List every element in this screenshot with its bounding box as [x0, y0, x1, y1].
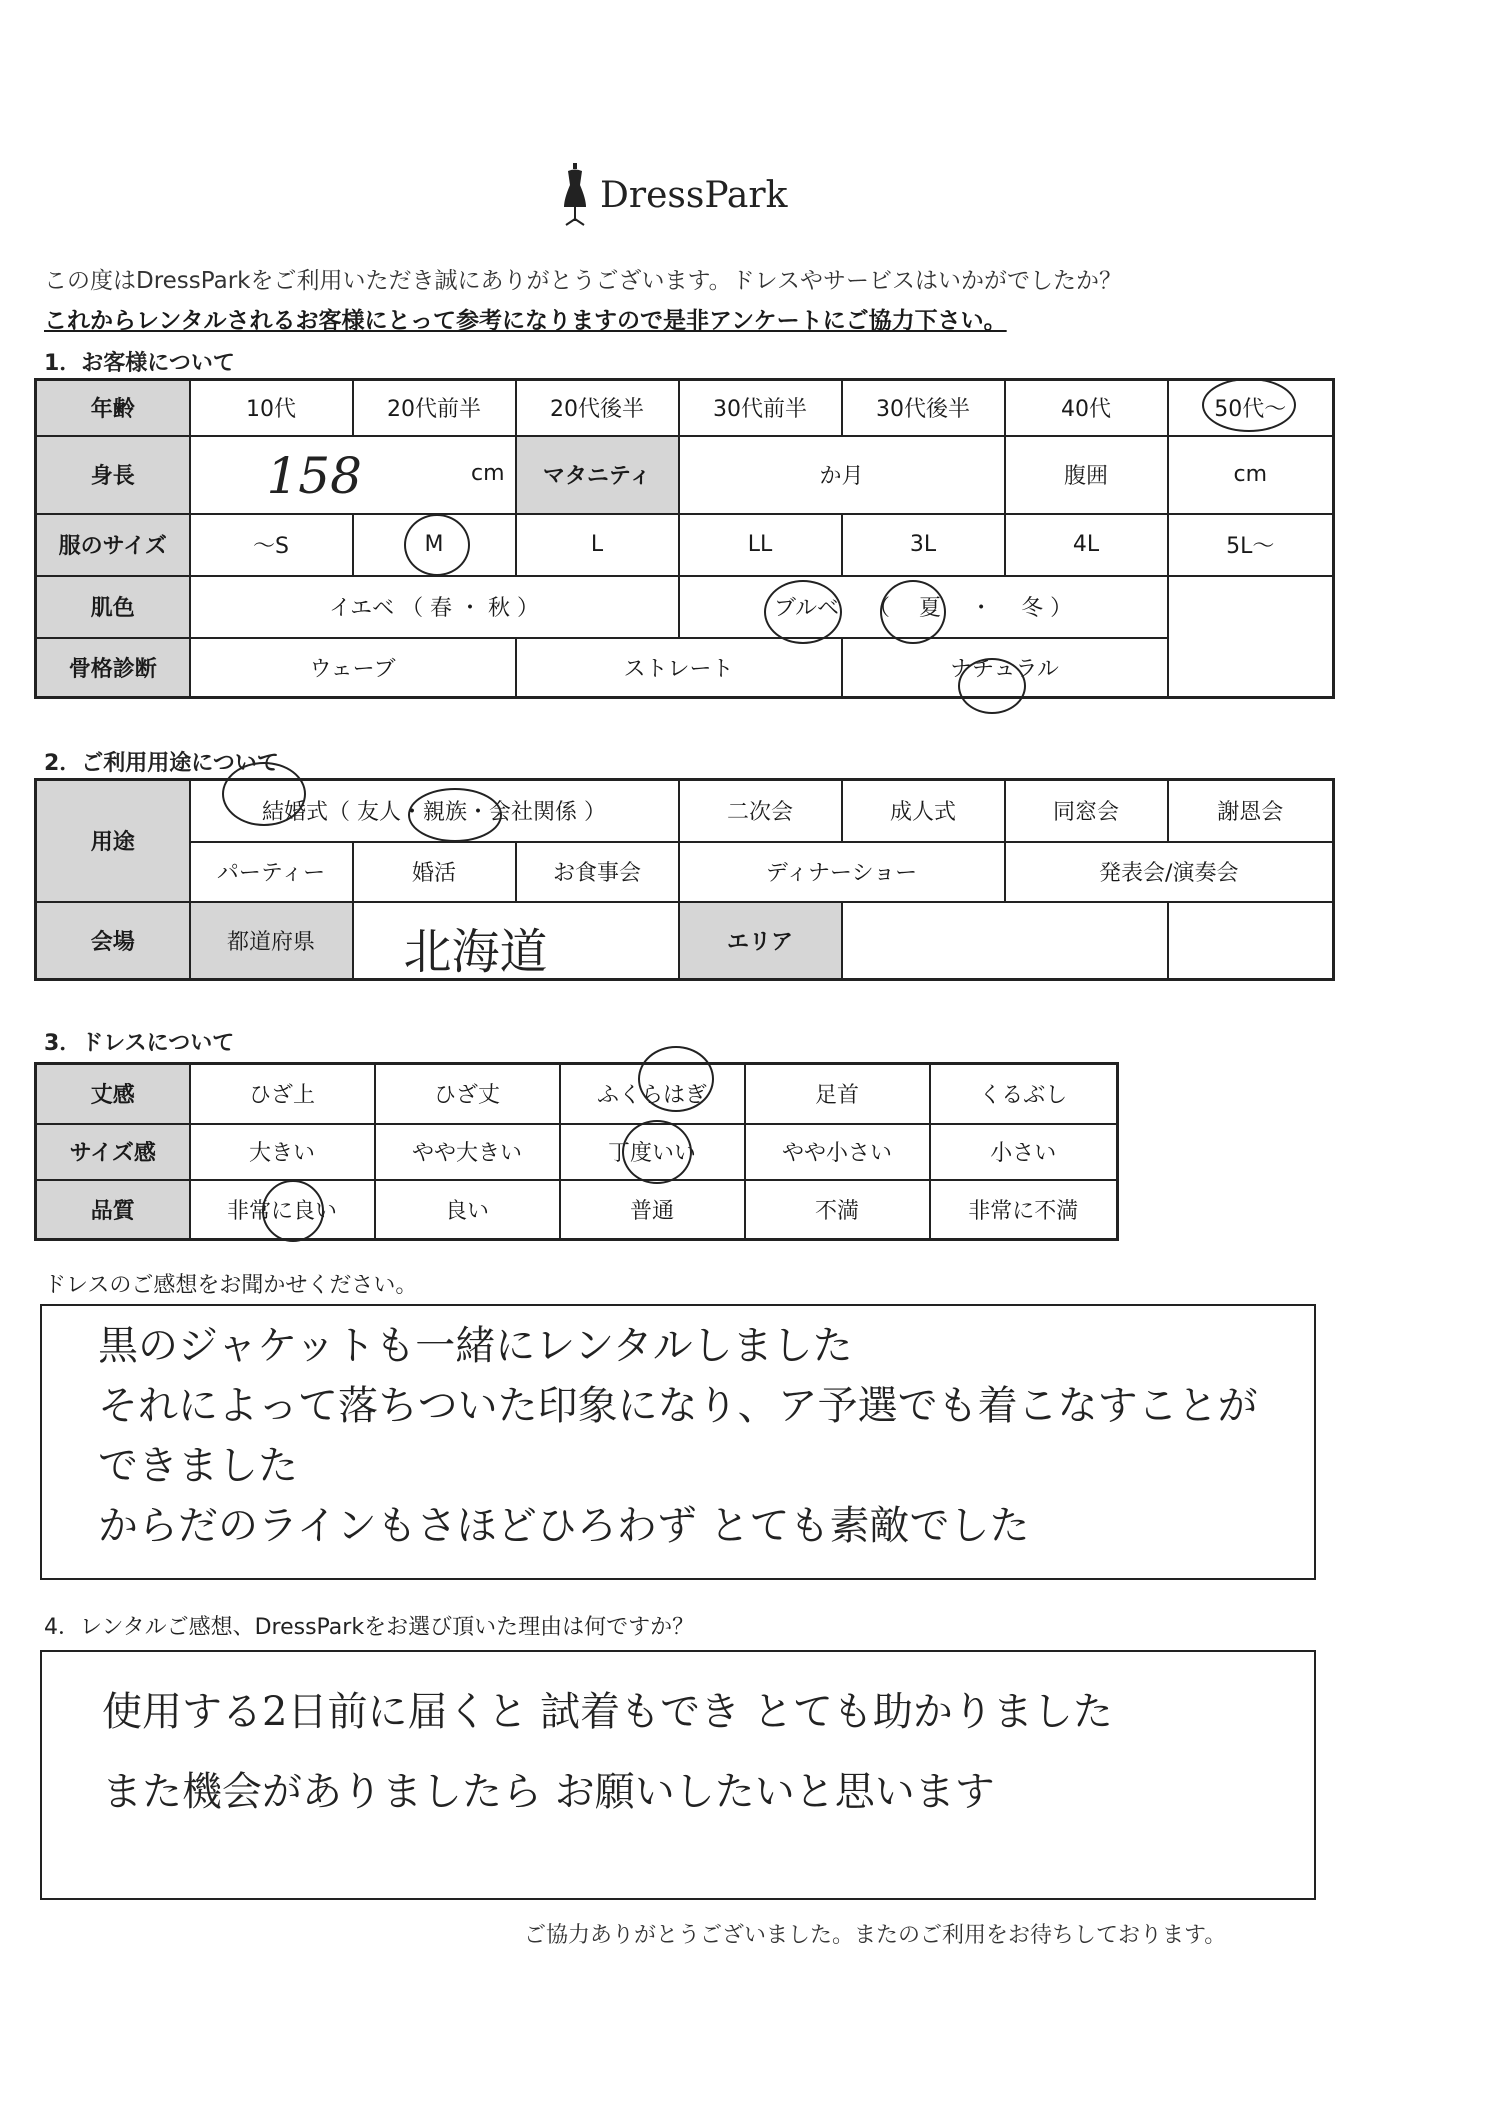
size-option[interactable]: 4L — [1005, 514, 1168, 576]
venue-label: 会場 — [36, 902, 190, 980]
age-option[interactable]: 30代後半 — [842, 380, 1005, 436]
maternity-label: マタニティ — [516, 436, 679, 514]
purpose-option[interactable]: ディナーショー — [679, 842, 1005, 902]
size-option[interactable]: L — [516, 514, 679, 576]
length-option[interactable]: ひざ丈 — [375, 1064, 560, 1124]
length-option[interactable]: ひざ上 — [190, 1064, 375, 1124]
purpose-option[interactable]: 二次会 — [679, 780, 842, 842]
frame-option-selected[interactable]: ナチュラル — [842, 638, 1168, 698]
height-field[interactable] — [190, 436, 516, 514]
purpose-wedding-label: 結婚式 — [261, 800, 328, 826]
brand-name: DressPark — [600, 174, 788, 216]
skin-summer: 夏 — [919, 596, 942, 621]
prefecture-label: 都道府県 — [190, 902, 353, 980]
age-row — [36, 380, 1334, 436]
purpose-option[interactable]: 成人式 — [842, 780, 1005, 842]
quality-option[interactable]: 普通 — [560, 1180, 745, 1240]
size-label: 服のサイズ — [36, 514, 190, 576]
size-row — [36, 514, 1334, 576]
area-label: エリア — [679, 902, 842, 980]
size-option[interactable]: LL — [679, 514, 842, 576]
age-option[interactable]: 20代後半 — [516, 380, 679, 436]
purpose-row-2 — [36, 842, 1334, 902]
skin-open-paren: （ — [868, 596, 891, 621]
selection-circle — [958, 658, 1026, 714]
intro-line-1: この度はDressParkをご利用いただき誠にありがとうございます。ドレスやサービスはいかがでしたか？ — [44, 268, 1122, 294]
length-option[interactable]: くるぶし — [930, 1064, 1118, 1124]
frame-label: 骨格診断 — [36, 638, 190, 698]
size-option[interactable]: ～S — [190, 514, 353, 576]
purpose-option[interactable]: 同窓会 — [1005, 780, 1168, 842]
purpose-option[interactable]: 謝恩会 — [1168, 780, 1334, 842]
selection-circle — [222, 762, 306, 826]
fit-option[interactable]: やや大きい — [375, 1124, 560, 1180]
fit-option[interactable]: 小さい — [930, 1124, 1118, 1180]
waist-unit: cm — [1168, 436, 1334, 514]
impressions-title: ドレスのご感想をお聞かせください。 — [44, 1273, 418, 1298]
size-option[interactable]: 5L～ — [1168, 514, 1334, 576]
impression-line: からだのラインもさほどひろわず とても素敵でした — [98, 1503, 1030, 1549]
section-4-title: 4．レンタルご感想、DressParkをお選び頂いた理由は何ですか？ — [44, 1615, 695, 1640]
prefecture-value: 北海道 — [403, 923, 548, 980]
selection-circle — [404, 514, 470, 576]
size-option-selected[interactable]: M — [353, 514, 516, 576]
customer-table — [34, 378, 1335, 699]
selection-circle — [880, 580, 946, 644]
quality-option[interactable]: 非常に不満 — [930, 1180, 1118, 1240]
skin-dot: ・ — [970, 596, 993, 621]
age-label: 年齢 — [36, 380, 190, 436]
footer-thanks: ご協力ありがとうございました。またのご利用をお待ちしております。 — [524, 1923, 1227, 1948]
purpose-wedding-relatives: 親族 — [423, 800, 468, 826]
purpose-option[interactable]: 婚活 — [353, 842, 516, 902]
reason-line: 使用する2日前に届くと 試着もでき とても助かりました — [102, 1689, 1113, 1735]
frame-row — [36, 638, 1334, 698]
purpose-option[interactable]: お食事会 — [516, 842, 679, 902]
venue-row — [36, 902, 1334, 980]
length-option[interactable]: 足首 — [745, 1064, 930, 1124]
fit-label: サイズ感 — [36, 1124, 190, 1180]
skin-empty — [1168, 576, 1334, 638]
frame-option[interactable]: ストレート — [516, 638, 842, 698]
height-row — [36, 436, 1334, 514]
purpose-wedding-detail-1: （ 友人・ — [328, 800, 423, 826]
area-field[interactable] — [842, 902, 1168, 980]
selection-circle — [622, 1120, 692, 1184]
section-3-title: 3．ドレスについて — [44, 1031, 235, 1056]
maternity-months-field[interactable]: か月 — [679, 436, 1005, 514]
quality-label: 品質 — [36, 1180, 190, 1240]
size-option[interactable]: 3L — [842, 514, 1005, 576]
selection-circle — [408, 788, 502, 842]
purpose-option[interactable]: パーティー — [190, 842, 353, 902]
skin-blue-label: ブルベ — [773, 596, 840, 621]
skin-label: 肌色 — [36, 576, 190, 638]
skin-winter: 冬 ） — [1021, 596, 1073, 621]
dress-form-icon — [560, 163, 590, 227]
fit-option[interactable]: 大きい — [190, 1124, 375, 1180]
venue-empty — [1168, 902, 1334, 980]
prefecture-field[interactable] — [353, 902, 679, 980]
dress-row-fit — [36, 1124, 1118, 1180]
purpose-option[interactable]: 発表会/演奏会 — [1005, 842, 1334, 902]
height-label: 身長 — [36, 436, 190, 514]
quality-option-selected[interactable]: 非常に良い — [190, 1180, 375, 1240]
frame-option[interactable]: ウェーブ — [190, 638, 516, 698]
skin-option-yellow[interactable]: イエベ （ 春 ・ 秋 ） — [190, 576, 679, 638]
age-option[interactable]: 40代 — [1005, 380, 1168, 436]
reason-box[interactable] — [40, 1650, 1316, 1900]
waist-label: 腹囲 — [1005, 436, 1168, 514]
brand-logo — [560, 160, 800, 230]
skin-row — [36, 576, 1334, 638]
dress-table — [34, 1062, 1119, 1241]
fit-option-selected[interactable]: 丁度いい — [560, 1124, 745, 1180]
impressions-box[interactable] — [40, 1304, 1316, 1580]
selection-circle — [1202, 378, 1296, 432]
frame-empty — [1168, 638, 1334, 698]
age-option[interactable]: 10代 — [190, 380, 353, 436]
intro-line-2: これからレンタルされるお客様にとって参考になりますので是非アンケートにご協力下さい。 — [44, 308, 1007, 334]
height-unit: cm — [470, 460, 505, 486]
length-label: 丈感 — [36, 1064, 190, 1124]
section-1-title: 1．お客様について — [44, 351, 235, 376]
dress-row-length — [36, 1064, 1118, 1124]
impression-line: 黒のジャケットも一緒にレンタルしました — [98, 1323, 853, 1369]
purpose-wedding-detail-3: ・会社関係 ） — [467, 800, 607, 826]
reason-line: また機会がありましたら お願いしたいと思います — [102, 1769, 995, 1815]
purpose-label: 用途 — [36, 780, 190, 902]
age-option[interactable]: 20代前半 — [353, 380, 516, 436]
section-2-title: 2．ご利用用途について — [44, 751, 279, 776]
height-value: 158 — [266, 446, 362, 505]
length-option-selected[interactable]: ふくらはぎ — [560, 1064, 745, 1124]
quality-option[interactable]: 不満 — [745, 1180, 930, 1240]
impression-line: できました — [98, 1443, 298, 1489]
selection-circle — [638, 1046, 714, 1112]
selection-circle — [764, 580, 842, 644]
quality-option[interactable]: 良い — [375, 1180, 560, 1240]
dress-row-quality — [36, 1180, 1118, 1240]
age-option-selected[interactable]: 50代～ — [1168, 380, 1334, 436]
age-option[interactable]: 30代前半 — [679, 380, 842, 436]
impression-line: それによって落ちついた印象になり、ア予選でも着こなすことが — [98, 1383, 1258, 1429]
selection-circle — [262, 1180, 324, 1242]
fit-option[interactable]: やや小さい — [745, 1124, 930, 1180]
